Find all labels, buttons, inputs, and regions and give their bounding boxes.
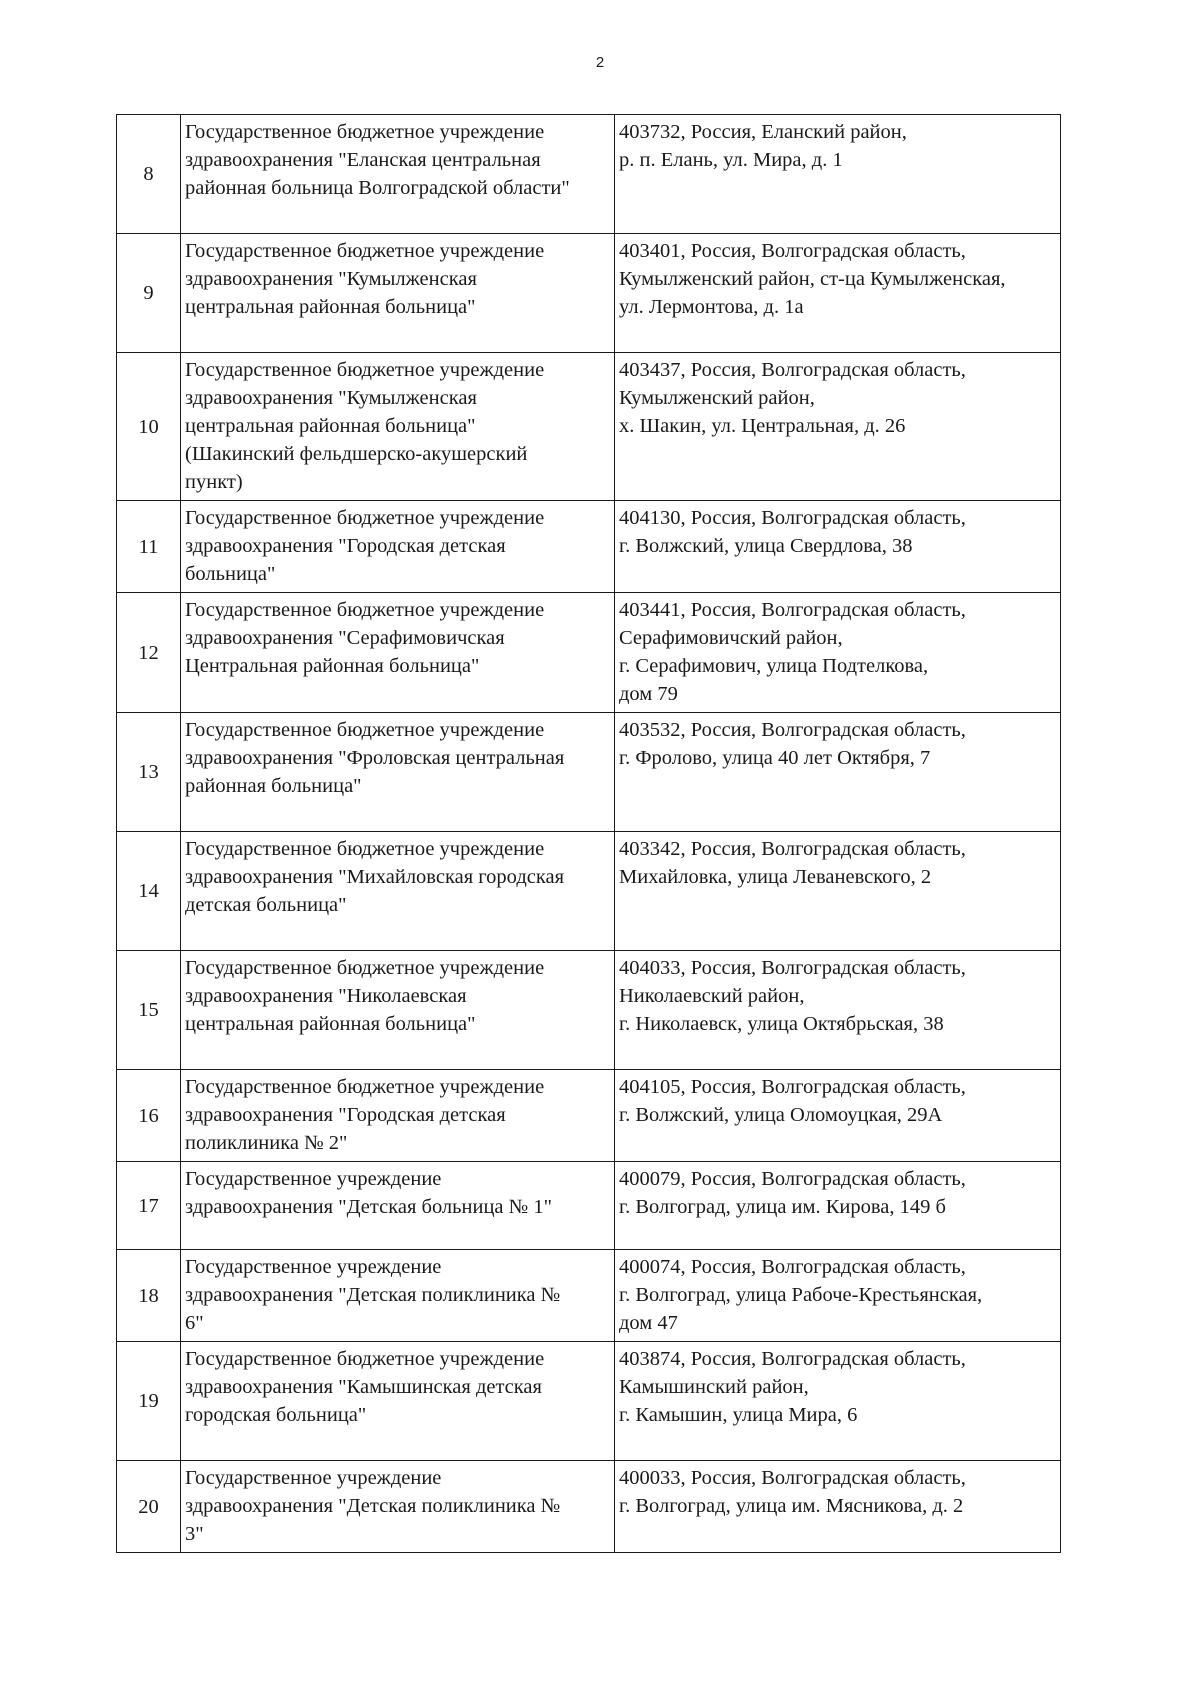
institution-address-cell — [615, 1250, 1061, 1342]
institution-address-line: х. Шакин, ул. Центральная, д. 26 — [619, 415, 906, 437]
institutions-table — [116, 114, 1061, 1553]
row-number: 19 — [117, 1342, 181, 1461]
institution-address-line: Николаевский район, — [619, 985, 805, 1007]
institution-address-cell — [615, 115, 1061, 234]
institution-address-line: г. Фролово, улица 40 лет Октября, 7 — [619, 747, 931, 769]
institution-name-cell — [181, 501, 615, 593]
institution-address-line: Кумылженский район, — [619, 387, 815, 409]
row-number: 14 — [117, 832, 181, 951]
institution-name-line: Государственное бюджетное учреждение — [185, 240, 545, 262]
institution-name-line: Государственное бюджетное учреждение — [185, 121, 545, 143]
institution-address-cell — [615, 1461, 1061, 1553]
institution-name-line: Государственное учреждение — [185, 1256, 442, 1278]
institution-address-line: 403401, Россия, Волгоградская область, — [619, 240, 966, 262]
institution-name-line: Государственное бюджетное учреждение — [185, 719, 545, 741]
row-number: 16 — [117, 1070, 181, 1162]
institution-name-cell — [181, 951, 615, 1070]
institution-name-line: Государственное бюджетное учреждение — [185, 838, 545, 860]
institution-address-line: г. Волгоград, улица им. Кирова, 149 б — [619, 1196, 946, 1218]
institution-address-line: Михайловка, улица Леваневского, 2 — [619, 866, 932, 888]
institution-name-cell — [181, 1070, 615, 1162]
institution-name-cell — [181, 1342, 615, 1461]
institution-name-line: 3" — [185, 1523, 204, 1545]
institution-name-line: здравоохранения "Камышинская детская — [185, 1376, 542, 1398]
institution-address-cell — [615, 951, 1061, 1070]
institution-name-line: здравоохранения "Фроловская центральная — [185, 747, 565, 769]
table-row — [117, 115, 1061, 234]
institution-name-line: Государственное учреждение — [185, 1467, 442, 1489]
institution-name-line: Государственное бюджетное учреждение — [185, 599, 545, 621]
institution-name-cell — [181, 713, 615, 832]
institution-address-line: г. Волжский, улица Оломоуцкая, 29А — [619, 1104, 943, 1126]
institution-name-cell — [181, 1162, 615, 1250]
institution-address-line: 400074, Россия, Волгоградская область, — [619, 1256, 966, 1278]
institution-name-line: Государственное бюджетное учреждение — [185, 507, 545, 529]
institution-name-line: здравоохранения "Еланская центральная — [185, 149, 541, 171]
institution-name-line: Государственное бюджетное учреждение — [185, 957, 545, 979]
table-row — [117, 353, 1061, 501]
institution-address-cell — [615, 501, 1061, 593]
institution-name-line: (Шакинский фельдшерско-акушерский — [185, 443, 528, 465]
row-number: 9 — [117, 234, 181, 353]
institution-name-line: детская больница" — [185, 894, 347, 916]
institution-name-line: здравоохранения "Серафимовичская — [185, 627, 505, 649]
row-number: 11 — [117, 501, 181, 593]
row-number: 12 — [117, 593, 181, 713]
institution-address-cell — [615, 713, 1061, 832]
row-number: 13 — [117, 713, 181, 832]
row-number: 20 — [117, 1461, 181, 1553]
institution-name-line: Центральная районная больница" — [185, 655, 480, 677]
institution-address-line: 403874, Россия, Волгоградская область, — [619, 1348, 966, 1370]
table-body — [117, 115, 1061, 1553]
institution-name-line: здравоохранения "Городская детская — [185, 1104, 506, 1126]
institution-address-line: ул. Лермонтова, д. 1а — [619, 296, 804, 318]
table-row — [117, 1342, 1061, 1461]
institution-address-line: 400079, Россия, Волгоградская область, — [619, 1168, 966, 1190]
institution-name-line: поликлиника № 2" — [185, 1132, 348, 1154]
institution-address-line: р. п. Елань, ул. Мира, д. 1 — [619, 149, 843, 171]
institution-name-line: городская больница" — [185, 1404, 367, 1426]
institution-name-cell — [181, 832, 615, 951]
institution-name-line: здравоохранения "Кумылженская — [185, 387, 477, 409]
institution-name-line: здравоохранения "Николаевская — [185, 985, 467, 1007]
institution-name-line: Государственное бюджетное учреждение — [185, 1348, 545, 1370]
institution-name-cell — [181, 1250, 615, 1342]
table-row — [117, 1250, 1061, 1342]
table-row — [117, 1461, 1061, 1553]
page-number: 2 — [595, 54, 605, 71]
institution-name-line: 6" — [185, 1312, 204, 1334]
institution-name-line: Государственное бюджетное учреждение — [185, 1076, 545, 1098]
table-row — [117, 593, 1061, 713]
institution-name-line: центральная районная больница" — [185, 1013, 476, 1035]
institution-name-cell — [181, 234, 615, 353]
institution-address-cell — [615, 832, 1061, 951]
institution-address-line: г. Волгоград, улица им. Мясникова, д. 2 — [619, 1495, 964, 1517]
institution-address-line: 403441, Россия, Волгоградская область, — [619, 599, 966, 621]
row-number: 17 — [117, 1162, 181, 1250]
institution-address-cell — [615, 234, 1061, 353]
institution-address-line: г. Волжский, улица Свердлова, 38 — [619, 535, 913, 557]
institution-name-line: районная больница" — [185, 775, 362, 797]
institution-address-line: г. Камышин, улица Мира, 6 — [619, 1404, 858, 1426]
institution-address-line: дом 47 — [619, 1312, 678, 1334]
institution-name-cell — [181, 353, 615, 501]
institution-name-line: центральная районная больница" — [185, 296, 476, 318]
institution-name-cell — [181, 115, 615, 234]
institution-address-line: г. Николаевск, улица Октябрьская, 38 — [619, 1013, 944, 1035]
row-number: 8 — [117, 115, 181, 234]
institution-name-line: здравоохранения "Кумылженская — [185, 268, 477, 290]
institution-name-line: здравоохранения "Детская больница № 1" — [185, 1196, 552, 1218]
table-row — [117, 951, 1061, 1070]
table-row — [117, 1162, 1061, 1250]
table-row — [117, 234, 1061, 353]
institution-address-line: 403342, Россия, Волгоградская область, — [619, 838, 966, 860]
institution-address-line: 404130, Россия, Волгоградская область, — [619, 507, 966, 529]
table-row — [117, 832, 1061, 951]
institution-address-line: г. Волгоград, улица Рабоче-Крестьянская, — [619, 1284, 983, 1306]
institution-name-line: районная больница Волгоградской области" — [185, 177, 570, 199]
institution-name-cell — [181, 1461, 615, 1553]
institution-name-line: здравоохранения "Городская детская — [185, 535, 506, 557]
institution-address-cell — [615, 353, 1061, 501]
institution-address-line: Камышинский район, — [619, 1376, 809, 1398]
institution-address-line: дом 79 — [619, 683, 678, 705]
institution-address-line: 403437, Россия, Волгоградская область, — [619, 359, 966, 381]
row-number: 18 — [117, 1250, 181, 1342]
institution-address-line: 404105, Россия, Волгоградская область, — [619, 1076, 966, 1098]
institution-address-line: 403532, Россия, Волгоградская область, — [619, 719, 966, 741]
table-row — [117, 713, 1061, 832]
institution-address-line: 403732, Россия, Еланский район, — [619, 121, 907, 143]
institution-name-line: здравоохранения "Детская поликлиника № — [185, 1284, 561, 1306]
institution-address-cell — [615, 1342, 1061, 1461]
institution-name-line: здравоохранения "Детская поликлиника № — [185, 1495, 561, 1517]
institution-address-line: 400033, Россия, Волгоградская область, — [619, 1467, 966, 1489]
institution-name-cell — [181, 593, 615, 713]
row-number: 10 — [117, 353, 181, 501]
institution-name-line: пункт) — [185, 471, 243, 493]
institution-address-line: г. Серафимович, улица Подтелкова, — [619, 655, 929, 677]
institution-address-cell — [615, 1070, 1061, 1162]
institution-address-cell — [615, 593, 1061, 713]
institution-name-line: здравоохранения "Михайловская городская — [185, 866, 565, 888]
institution-name-line: Государственное учреждение — [185, 1168, 442, 1190]
table-row — [117, 1070, 1061, 1162]
institution-address-line: 404033, Россия, Волгоградская область, — [619, 957, 966, 979]
institution-address-line: Серафимовичский район, — [619, 627, 843, 649]
institution-address-cell — [615, 1162, 1061, 1250]
institution-name-line: Государственное бюджетное учреждение — [185, 359, 545, 381]
institution-name-line: центральная районная больница" — [185, 415, 476, 437]
table-row — [117, 501, 1061, 593]
institution-address-line: Кумылженский район, ст-ца Кумылженская, — [619, 268, 1006, 290]
row-number: 15 — [117, 951, 181, 1070]
institution-name-line: больница" — [185, 563, 276, 585]
